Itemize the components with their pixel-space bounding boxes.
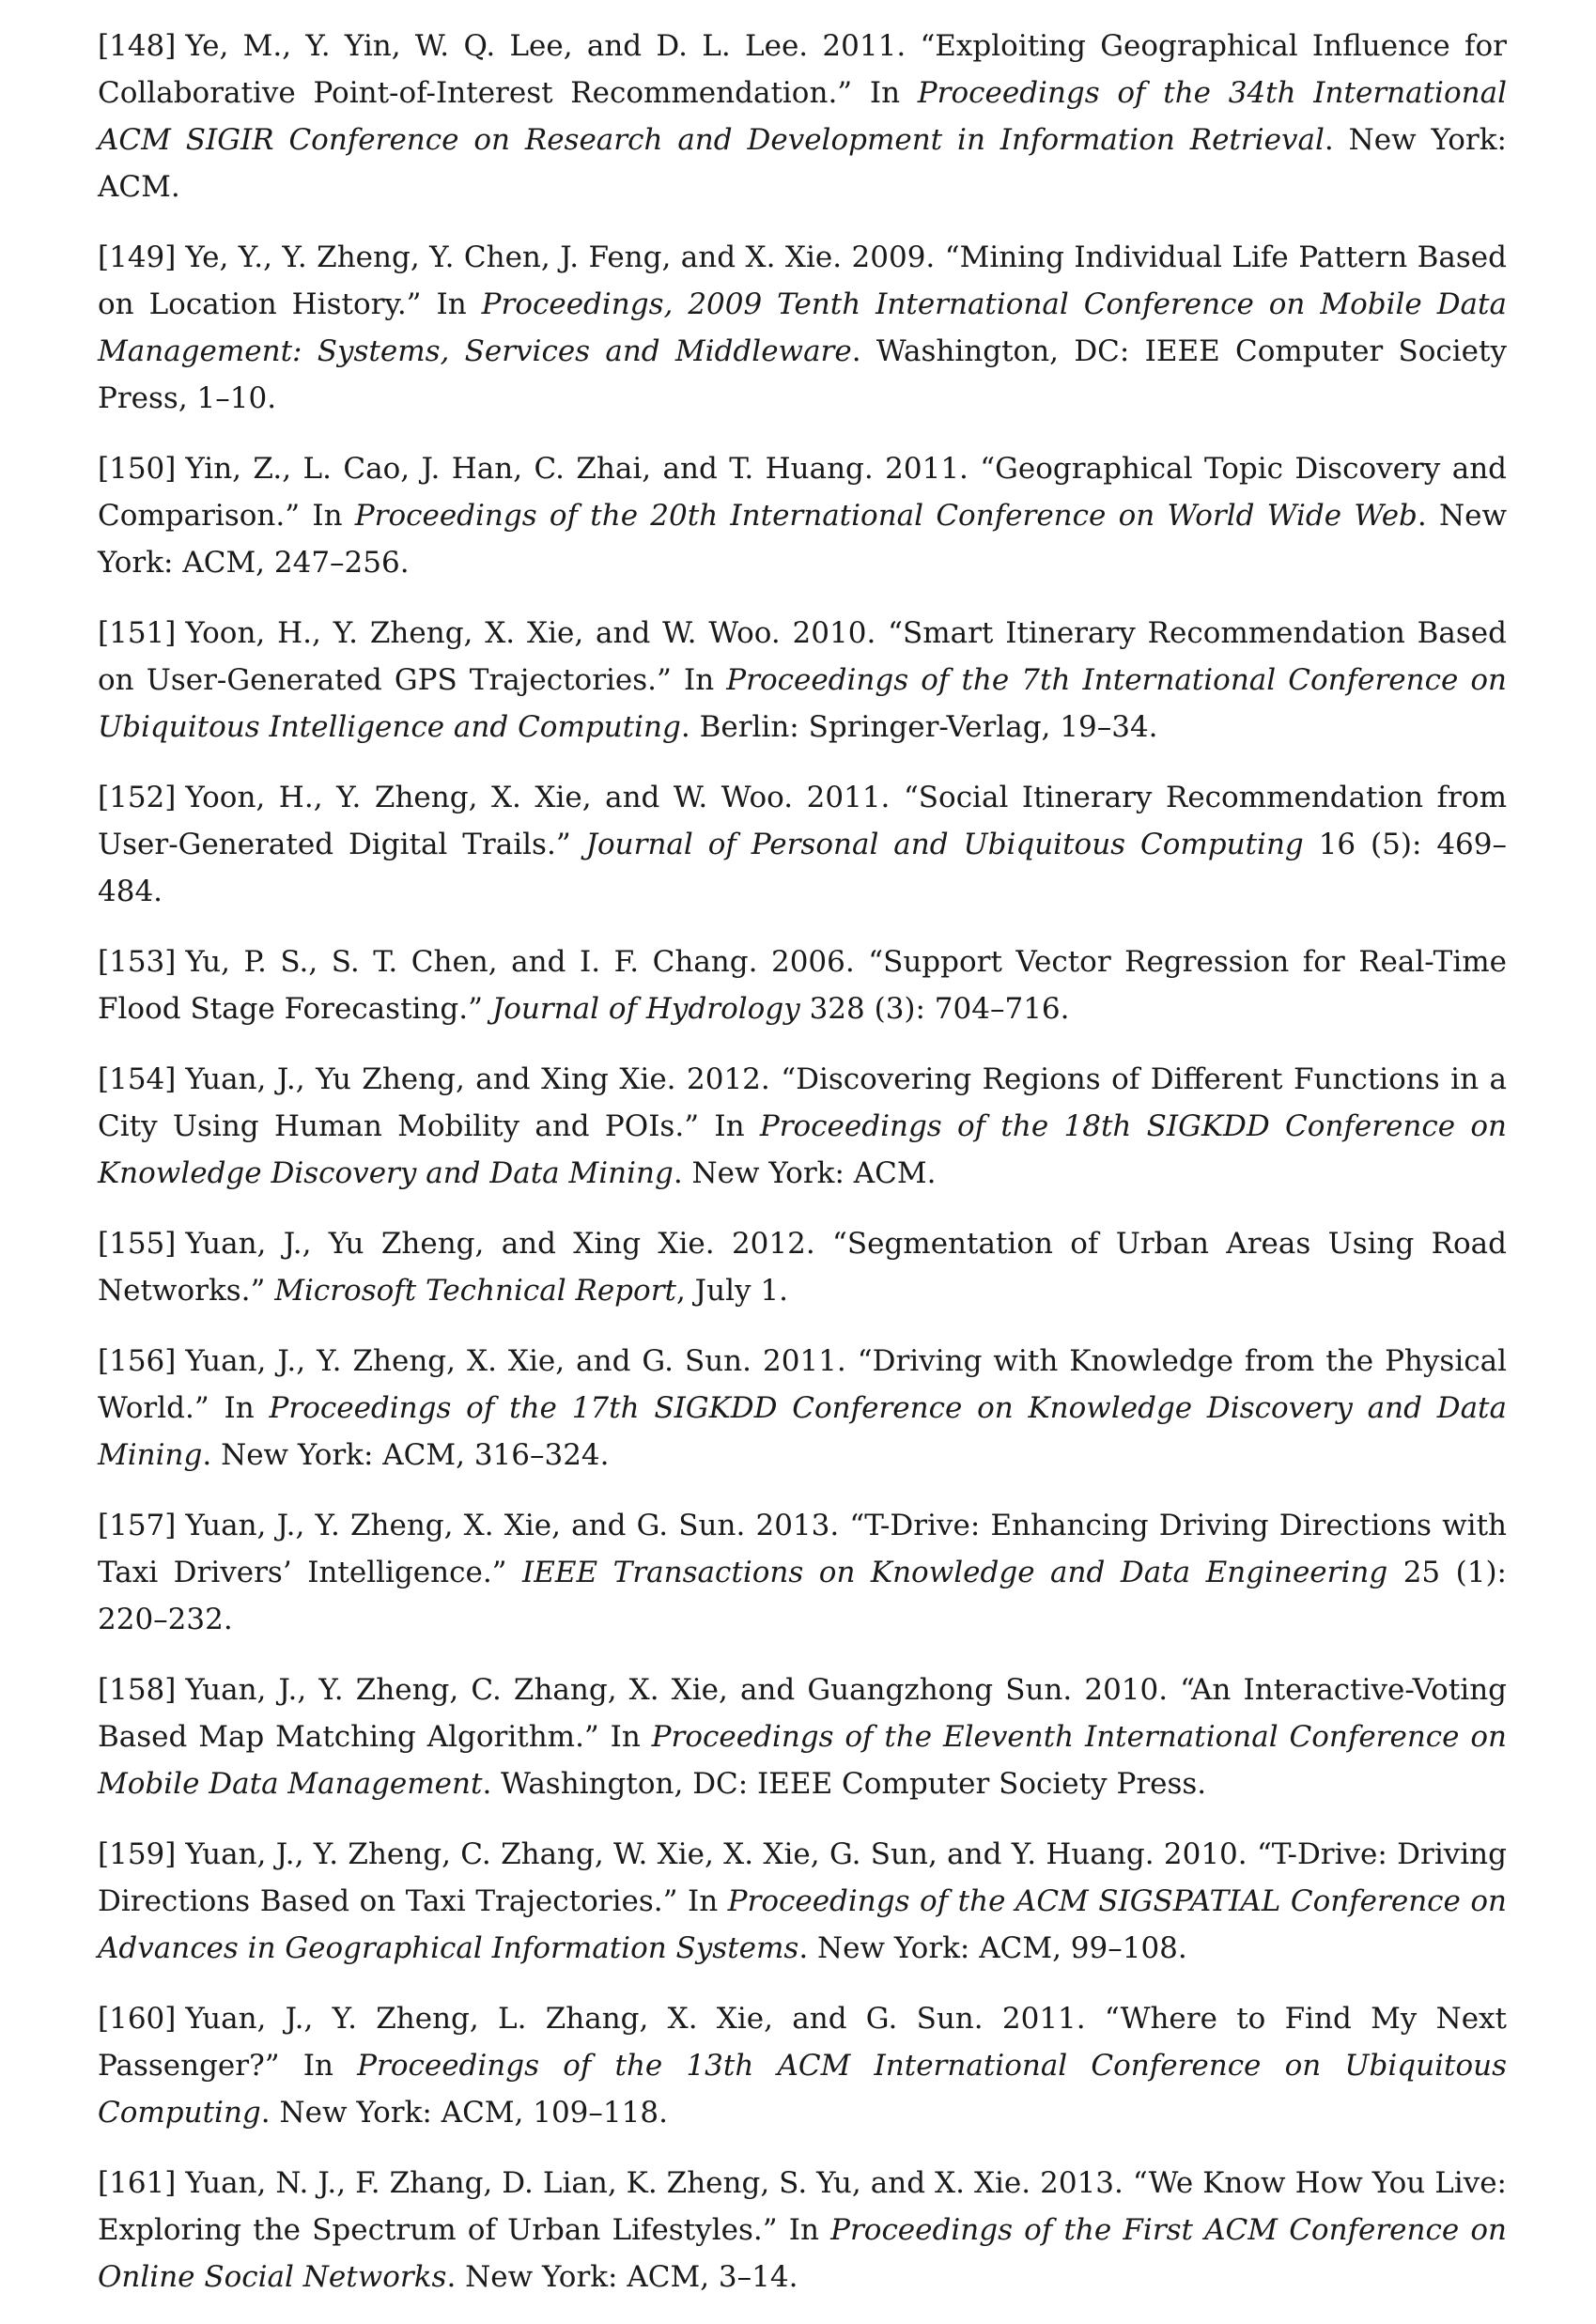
reference-publisher: , July 1. [675,1274,788,1308]
reference-venue: Proceedings of the 20th International Conference on World Wide Web [354,499,1418,533]
reference-authors-title: Yoon, H., Y. Zheng, X. Xie, and W. Woo. 2011. “Social Itinerary Recommendation from User-Generated Digital Trails.” [98,781,1507,861]
reference-publisher: 16 (5): 469–484. [98,828,1507,908]
reference-number: [149] [98,240,177,274]
reference-154 [98,1056,1507,1197]
reference-number: [153] [98,945,177,979]
reference-publisher: . New York: ACM, 99–108. [798,1931,1187,1965]
reference-venue: Journal of Hydrology [491,992,800,1026]
reference-publisher: . New York: ACM, 109–118. [260,2096,668,2130]
reference-publisher: . New York: ACM, 247–256. [98,499,1507,580]
reference-venue: Proceedings of the 17th SIGKDD Conference on Knowledge Discovery and Data Mining [98,1391,1507,1472]
reference-authors-title: Yuan, J., Y. Zheng, C. Zhang, X. Xie, and Guangzhong Sun. 2010. “An Interactive-Voting Based Map Matching Algorithm.” In [98,1673,1507,1754]
reference-publisher: . Washington, DC: IEEE Computer Society Press. [482,1767,1207,1801]
reference-venue: Proceedings, 2009 Tenth International Conference on Mobile Data Management: Systems, Services and Middleware [98,287,1507,368]
reference-authors-title: Ye, M., Y. Yin, W. Q. Lee, and D. L. Lee. 2011. “Exploiting Geographical Influence for Collaborative Point-of-Interest Recommendation.” In [98,29,1507,110]
reference-157 [98,1502,1507,1643]
reference-158 [98,1666,1507,1807]
reference-authors-title: Yuan, N. J., F. Zhang, D. Lian, K. Zheng, S. Yu, and X. Xie. 2013. “We Know How You Live: Exploring the Spectrum of Urban Lifestyles.” In [98,2166,1507,2247]
reference-160 [98,1995,1507,2136]
reference-venue: Microsoft Technical Report [274,1274,676,1308]
reference-venue: Proceedings of the 34th International ACM SIGIR Conference on Research and Development in Information Retrieval [98,76,1507,157]
reference-authors-title: Yuan, J., Y. Zheng, X. Xie, and G. Sun. 2013. “T-Drive: Enhancing Driving Directions with Taxi Drivers’ Intelligence.” [98,1509,1507,1589]
reference-authors-title: Yuan, J., Y. Zheng, C. Zhang, W. Xie, X. Xie, G. Sun, and Y. Huang. 2010. “T-Drive: Driving Directions Based on Taxi Trajectories.” In [98,1837,1507,1918]
reference-publisher: . New York: ACM, 3–14. [446,2260,798,2294]
reference-authors-title: Yu, P. S., S. T. Chen, and I. F. Chang. 2006. “Support Vector Regression for Real-Time Flood Stage Forecasting.” [98,945,1507,1026]
reference-150 [98,445,1507,586]
reference-venue: IEEE Transactions on Knowledge and Data Engineering [522,1556,1388,1589]
reference-151 [98,610,1507,751]
reference-number: [154] [98,1062,177,1096]
reference-number: [155] [98,1227,177,1261]
reference-venue: Proceedings of the Eleventh International Conference on Mobile Data Management [98,1720,1507,1801]
reference-authors-title: Ye, Y., Y. Zheng, Y. Chen, J. Feng, and X. Xie. 2009. “Mining Individual Life Pattern Based on Location History.” In [98,240,1507,321]
reference-publisher: . New York: ACM. [98,123,1507,204]
reference-publisher: 328 (3): 704–716. [799,992,1070,1026]
reference-publisher: . Berlin: Springer-Verlag, 19–34. [680,710,1158,744]
reference-number: [158] [98,1673,177,1707]
reference-list [98,23,1507,2324]
reference-publisher: . New York: ACM, 316–324. [202,1438,610,1472]
reference-authors-title: Yuan, J., Y. Zheng, X. Xie, and G. Sun. 2011. “Driving with Knowledge from the Physical World.” In [98,1344,1507,1425]
reference-155 [98,1220,1507,1314]
reference-number: [152] [98,781,177,814]
reference-publisher: 25 (1): 220–232. [98,1556,1508,1636]
reference-152 [98,774,1507,915]
reference-authors-title: Yuan, J., Yu Zheng, and Xing Xie. 2012. “Discovering Regions of Different Functions in a City Using Human Mobility and POIs.” In [98,1062,1507,1143]
reference-venue: Proceedings of the 18th SIGKDD Conference on Knowledge Discovery and Data Mining [98,1109,1507,1190]
reference-number: [151] [98,616,177,650]
reference-153 [98,938,1507,1032]
reference-number: [161] [98,2166,177,2200]
reference-authors-title: Yin, Z., L. Cao, J. Han, C. Zhai, and T. Huang. 2011. “Geographical Topic Discovery and Comparison.” In [98,452,1507,533]
reference-authors-title: Yuan, J., Yu Zheng, and Xing Xie. 2012. “Segmentation of Urban Areas Using Road Networks.” [98,1227,1507,1308]
reference-venue: Proceedings of the 13th ACM International Conference on Ubiquitous Computing [98,2049,1507,2130]
reference-venue: Proceedings of the 7th International Conference on Ubiquitous Intelligence and Computing [98,663,1507,744]
reference-number: [148] [98,29,177,63]
reference-149 [98,234,1507,422]
reference-authors-title: Yoon, H., Y. Zheng, X. Xie, and W. Woo. 2010. “Smart Itinerary Recommendation Based on User-Generated GPS Trajectories.” In [98,616,1507,697]
reference-number: [159] [98,1837,177,1871]
reference-number: [157] [98,1509,177,1542]
reference-venue: Proceedings of the ACM SIGSPATIAL Conference on Advances in Geographical Information Systems [98,1884,1507,1965]
reference-publisher: . Washington, DC: IEEE Computer Society Press, 1–10. [98,334,1507,415]
reference-159 [98,1831,1507,1972]
reference-156 [98,1338,1507,1479]
reference-publisher: . New York: ACM. [673,1156,937,1190]
reference-148 [98,23,1507,210]
reference-venue: Journal of Personal and Ubiquitous Computing [585,828,1304,861]
reference-venue: Proceedings of the First ACM Conference on Online Social Networks [98,2213,1507,2294]
reference-number: [156] [98,1344,177,1378]
reference-number: [150] [98,452,177,486]
reference-number: [160] [98,2002,177,2036]
reference-161 [98,2160,1507,2301]
reference-authors-title: Yuan, J., Y. Zheng, L. Zhang, X. Xie, and G. Sun. 2011. “Where to Find My Next Passenger?” In [98,2002,1507,2083]
